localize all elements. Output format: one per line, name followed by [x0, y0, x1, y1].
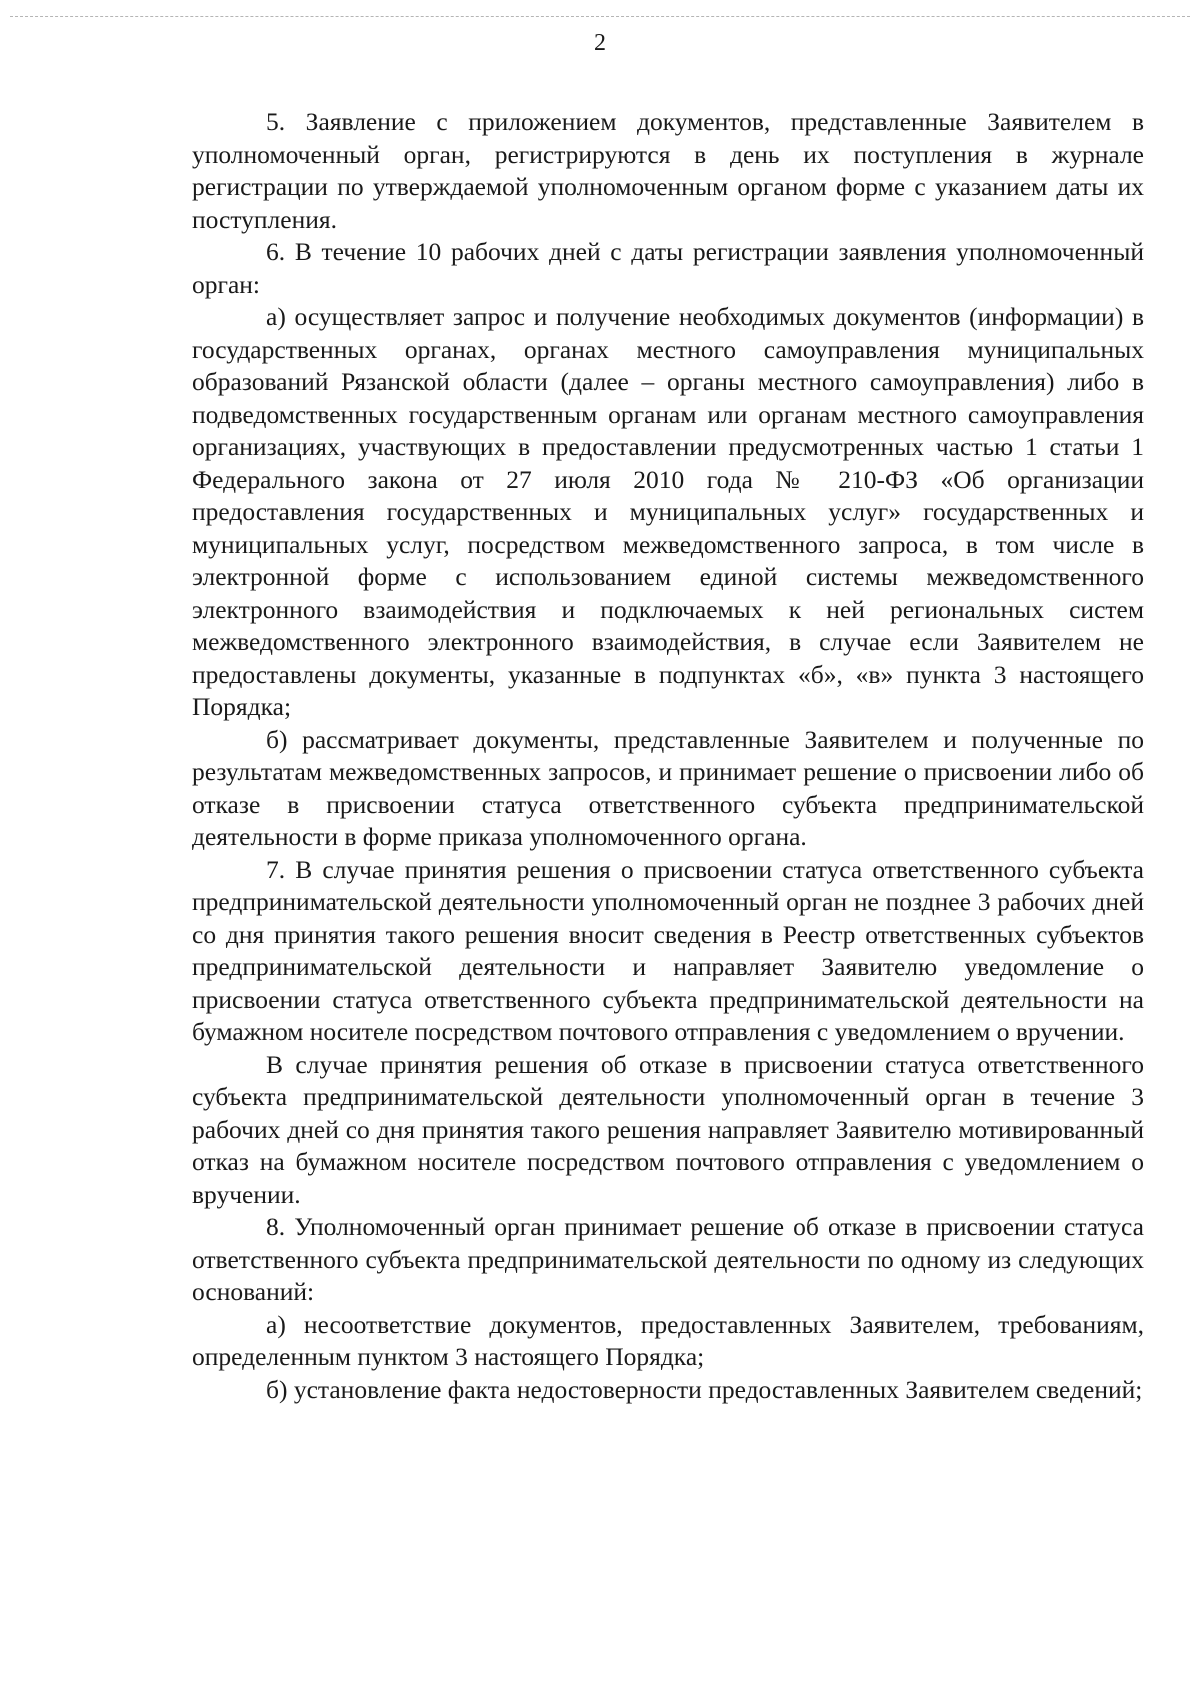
- page-number: 2: [594, 30, 606, 56]
- paragraph-8: 8. Уполномоченный орган принимает решение об отказе в присвоении статуса ответственного субъекта предпринимательской деятельности по одному из следующих оснований:: [192, 1212, 1144, 1306]
- paragraph-8a: а) несоответствие документов, предоставленных Заявителем, требованиям, определенным пунктом 3 настоящего Порядка;: [192, 1309, 1144, 1371]
- scan-edge-line: [10, 16, 1190, 17]
- paragraph-8b: б) установление факта недостоверности предоставленных Заявителем сведений;: [266, 1374, 1143, 1404]
- paragraph-6a: а) осуществляет запрос и получение необходимых документов (информации) в государственных органах, органах местного самоуправления муниципальных образований Рязанской области (далее – органы местного самоуправления) либо в подведомственных государственным органам или органам местного самоуправления организациях, участвующих в предоставлении предусмотренных частью 1 статьи 1 Федерального закона от 27 июля 2010 года № 210-ФЗ «Об организации предоставления государственных и муниципальных услуг» государственных и муниципальных услуг, посредством межведомственного запроса, в том числе в электронной форме с использованием единой системы межведомственного электронного взаимодействия и подключаемых к ней региональных систем межведомственного электронного взаимодействия, в случае если Заявителем не предоставлены документы, указанные в подпунктах «б», «в» пункта 3 настоящего Порядка;: [192, 302, 1144, 721]
- paragraph-6: 6. В течение 10 рабочих дней с даты регистрации заявления уполномоченный орган:: [192, 237, 1144, 299]
- paragraph-7: 7. В случае принятия решения о присвоении статуса ответственного субъекта предпринимательской деятельности уполномоченный орган не позднее 3 рабочих дней со дня принятия такого решения вносит сведения в Реестр ответственных субъектов предпринимательской деятельности и направляет Заявителю уведомление о присвоении статуса ответственного субъекта предпринимательской деятельности на бумажном носителе посредством почтового отправления с уведомлением о вручении.: [192, 854, 1144, 1046]
- paragraph-5: 5. Заявление с приложением документов, представленные Заявителем в уполномоченный орган, регистрируются в день их поступления в журнале регистрации по утверждаемой уполномоченным органом форме с указанием даты их поступления.: [192, 107, 1144, 234]
- paragraph-7-refusal: В случае принятия решения об отказе в присвоении статуса ответственного субъекта предпринимательской деятельности уполномоченный орган в течение 3 рабочих дней со дня принятия такого решения направляет Заявителю мотивированный отказ на бумажном носителе посредством почтового отправления с уведомлением о вручении.: [192, 1049, 1144, 1209]
- paragraph-6b: б) рассматривает документы, представленные Заявителем и полученные по результатам межведомственных запросов, и принимает решение о присвоении либо об отказе в присвоении статуса ответственного субъекта предпринимательской деятельности в форме приказа уполномоченного органа.: [192, 724, 1144, 851]
- document-body: [192, 106, 1144, 1406]
